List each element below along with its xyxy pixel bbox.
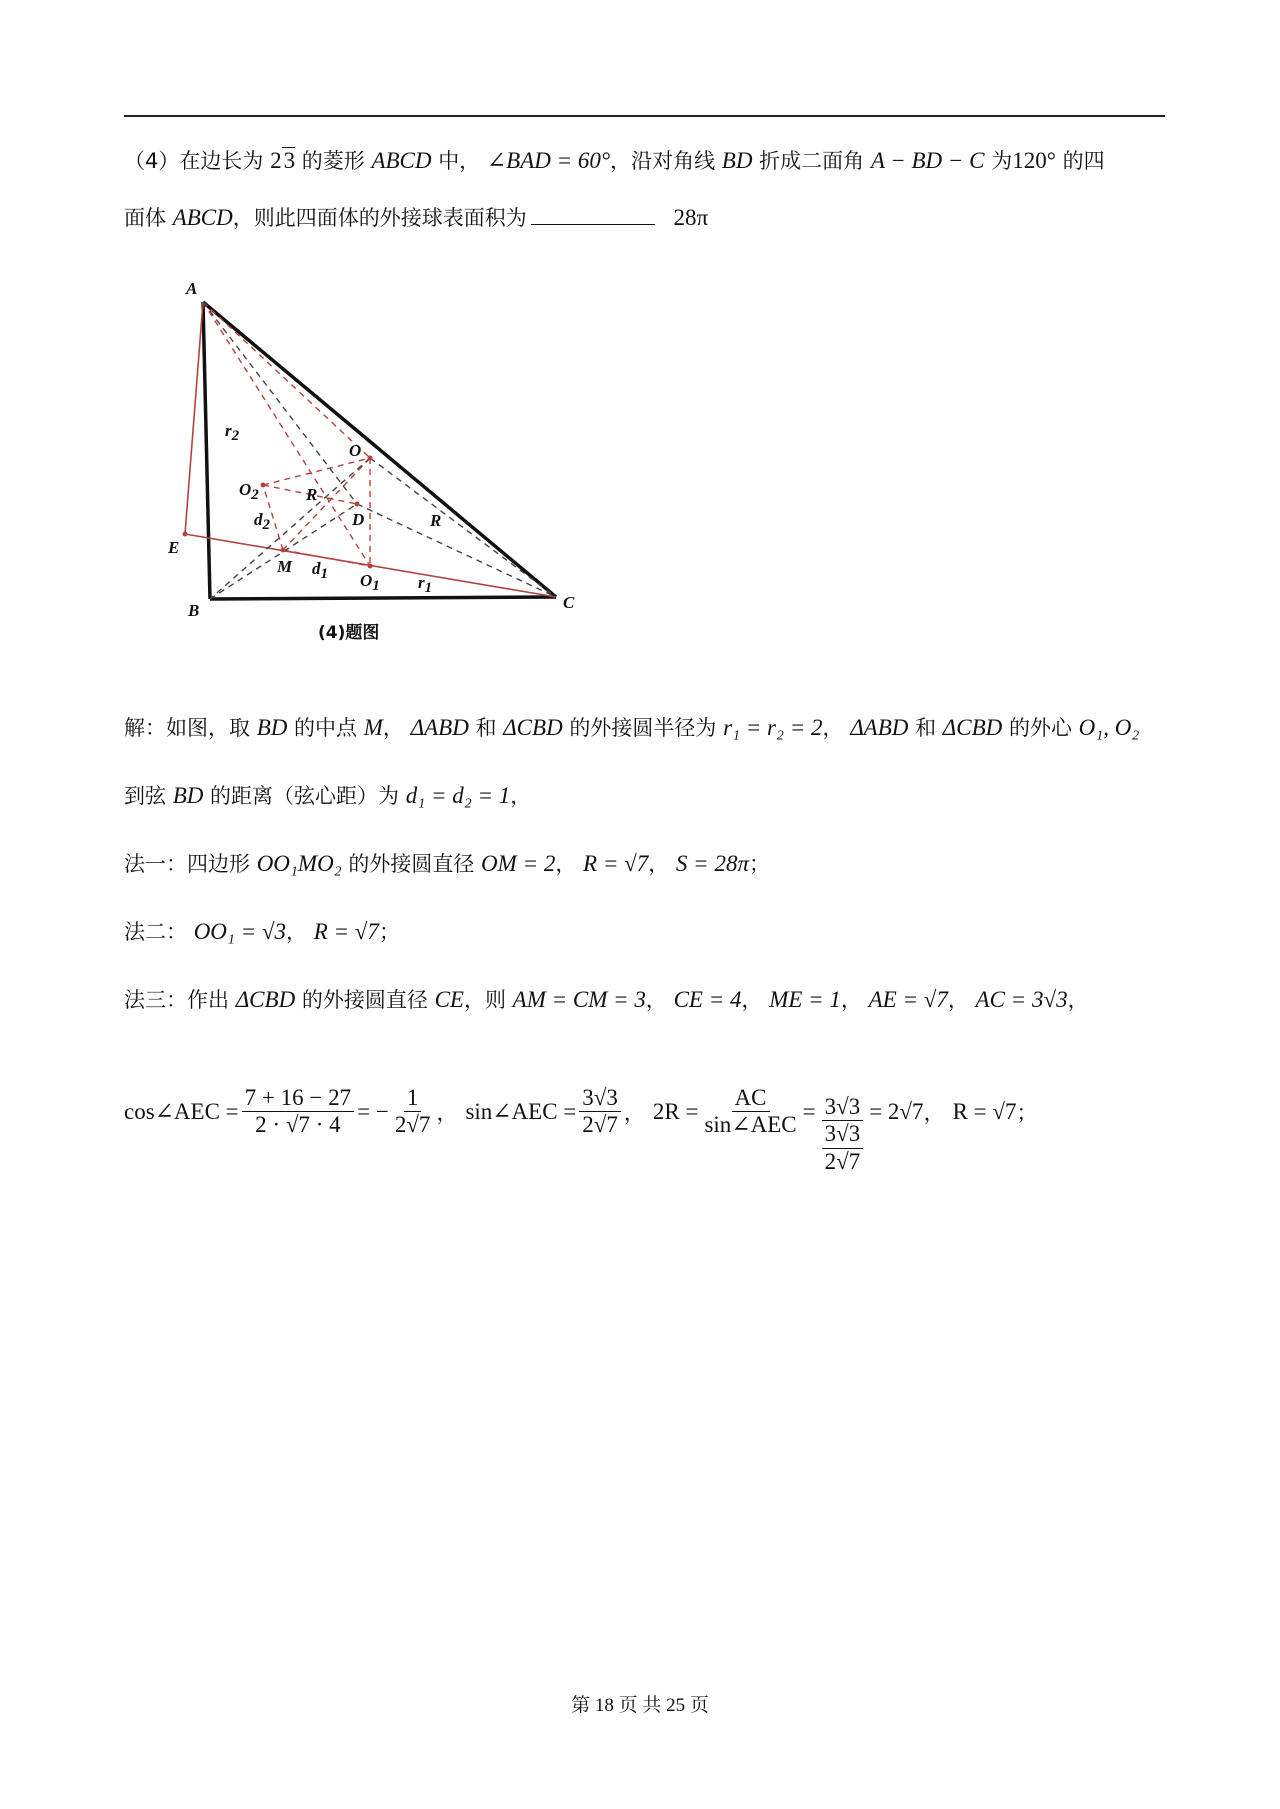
method-1: 法一：四边形 OO₁MO₂ 的外接圆直径 OM = 2， R = √7， S = 28π； — [124, 851, 770, 876]
label-O: O — [349, 441, 362, 460]
label-B: B — [188, 601, 200, 620]
label-D: D — [352, 510, 365, 529]
law-of-sines-fraction: $\frac{AC}{\text{sin∠AEC}}$ — [704, 1084, 797, 1138]
label-C: C — [563, 593, 575, 612]
compound-fraction: $\frac{3√3}{\frac{3√3}{2√7}}$ — [819, 1094, 867, 1175]
labels — [167, 279, 575, 620]
formula-line: cos∠AEC = $\frac{7 + 16 - 27}{2 \cdot √7 \cdot 4}$ = − $\frac{1}{2√7}$ ， sin∠AEC = $\frac{3√3}{2√7}$ ， 2R = $\frac{AC}{\text{sin∠AEC}}$ = $\frac{3√3}{\frac{3√3}{2√7}}$ = 2√7 ， R = √7 ； — [124, 1084, 1038, 1174]
cos-fraction: $\frac{7 + 16 - 27}{2 \cdot √7 \cdot 4}$ — [242, 1085, 354, 1139]
label-r1: r1 — [418, 573, 433, 596]
solution-line-2: 到弦 BD 的距离（弦心距）为 d₁ = d₂ = 1， — [124, 783, 532, 808]
edge-DC — [357, 504, 556, 597]
label-d2: d2 — [254, 510, 270, 533]
figure-caption: (4)题图 — [318, 623, 380, 643]
answer: 28π — [673, 205, 709, 230]
tetrahedron-figure — [150, 270, 620, 620]
point-O1 — [368, 564, 373, 569]
line-AE — [185, 302, 203, 534]
label-E: E — [168, 538, 180, 557]
inner-fraction: $\frac{3√3}{2√7}$ — [819, 1121, 867, 1175]
label-M: M — [277, 557, 293, 576]
sin-fraction: $\frac{3√3}{2√7}$ — [579, 1085, 621, 1139]
point-O2 — [261, 483, 266, 488]
page-footer: 第 18 页 共 25 页 — [571, 1695, 709, 1716]
label-O1: O1 — [360, 571, 380, 594]
answer-blank — [531, 204, 655, 225]
method-3: 法三：作出 ΔCBD 的外接圆直径 CE，则 AM = CM = 3， CE = 4， ME = 1， AE = √7， AC = 3√3， — [124, 987, 1089, 1012]
edge-AB — [203, 302, 210, 599]
label-r2: r2 — [225, 421, 240, 444]
label-R-right: R — [430, 511, 442, 530]
point-D — [355, 502, 360, 507]
method-2: 法二： OO₁ = √3， R = √7； — [124, 919, 400, 944]
top-rule — [124, 115, 1165, 117]
edge-AC — [203, 302, 556, 597]
solution-line-1: 解：如图，取 BD 的中点 M， ΔABD 和 ΔCBD 的外接圆半径为 r₁ = r₂ = 2， ΔABD 和 ΔCBD 的外心 O₁, O₂ — [124, 715, 1140, 740]
neg-fraction: $\frac{1}{2√7}$ — [394, 1084, 431, 1138]
solid-edges — [203, 302, 556, 599]
problem-line-1: （4）在边长为 23 的菱形 ABCD 中， ∠BAD = 60°，沿对角线 BD 折成二面角 A − BD − C 为120° 的四 — [124, 148, 1105, 173]
side-length: 23 — [270, 148, 296, 173]
label-O2: O2 — [239, 480, 259, 503]
point-M — [281, 548, 286, 553]
point-E — [183, 532, 188, 537]
line-O-C — [370, 458, 556, 597]
edge-AD — [203, 302, 357, 504]
edge-BC — [210, 597, 556, 599]
label-R-left: R — [306, 485, 318, 504]
problem-line-2: 面体 ABCD，则此四面体的外接球表面积为 28π — [124, 205, 709, 230]
point-O — [368, 456, 373, 461]
label-d1: d1 — [312, 559, 328, 582]
label-A: A — [186, 279, 198, 298]
